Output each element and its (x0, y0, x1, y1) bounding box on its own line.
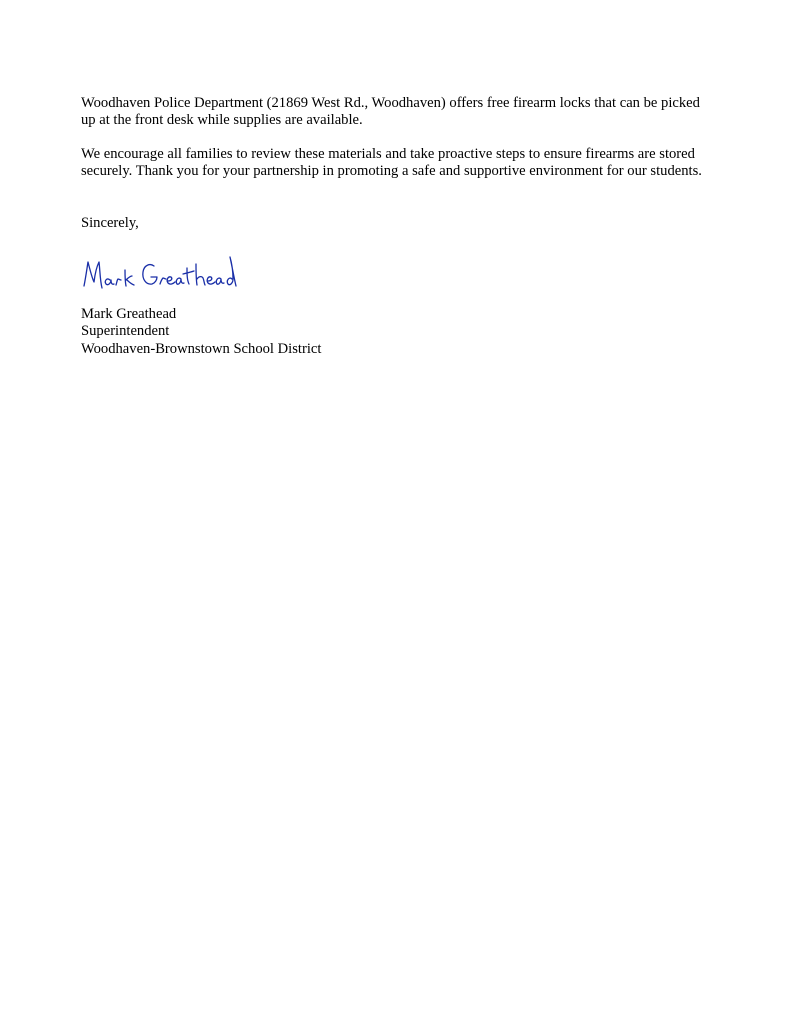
handwritten-signature (80, 252, 240, 294)
signer-name: Mark Greathead (81, 306, 177, 322)
closing-salutation: Sincerely, (81, 215, 139, 231)
signer-title: Superintendent (81, 323, 170, 340)
signature-block (81, 306, 321, 358)
paragraph-firearm-locks: Woodhaven Police Department (21869 West Rd., Woodhaven) offers free firearm locks that can be picked up at the front desk while supplies are available. (81, 95, 700, 129)
paragraph-encouragement: We encourage all families to review these materials and take proactive steps to ensure firearms are stored securely. Thank you for your partnership in promoting a safe and supportive environment for our students. (81, 146, 702, 180)
signer-organization: Woodhaven-Brownstown School District (81, 340, 322, 357)
